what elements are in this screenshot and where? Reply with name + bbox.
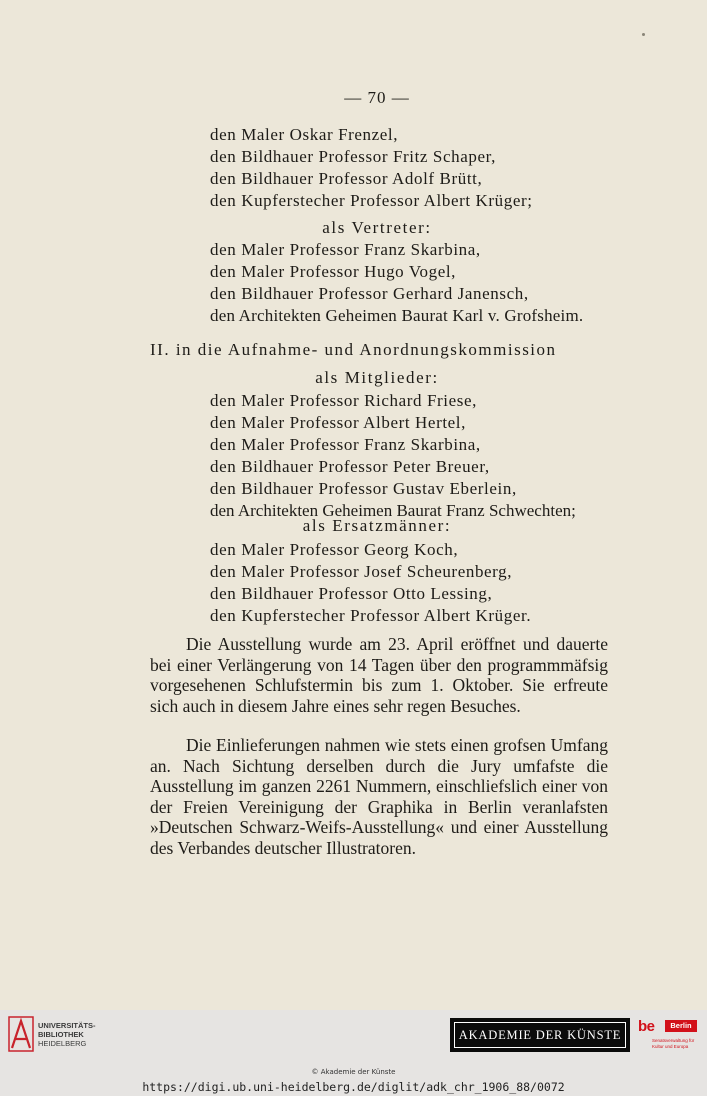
university-library-label[interactable] <box>38 1021 96 1048</box>
heading-ersatz: als Ersatzmänner: <box>302 516 452 535</box>
uni-line-1: UNIVERSITÄTS- <box>38 1021 96 1030</box>
akademie-logo-text: AKADEMIE DER KÜNSTE <box>454 1022 626 1048</box>
list-item: den Bildhauer Professor Gerhard Janensch, <box>210 284 529 303</box>
list-item: den Maler Oskar Frenzel, <box>210 125 399 144</box>
paper-speck <box>642 33 645 36</box>
page-number: — 70 — <box>344 88 410 107</box>
list-item: den Maler Professor Richard Friese, <box>210 391 477 410</box>
list-item: den Bildhauer Professor Peter Breuer, <box>210 457 490 476</box>
list-item: den Maler Professor Franz Skarbina, <box>210 435 481 454</box>
heading-vertreter: als Vertreter: <box>322 218 432 237</box>
list-item: den Architekten Geheimen Baurat Franz Schwechten; <box>210 501 576 520</box>
akademie-logo[interactable] <box>450 1018 630 1052</box>
berlin-be-mark: be <box>638 1018 655 1035</box>
list-item: den Maler Professor Josef Scheurenberg, <box>210 562 513 581</box>
paragraph-text: Die Ausstellung wurde am 23. April eröffnet und dauerte bei einer Verlängerung von 14 Tagen über den programmmäfsig vorgesehenen Schlufstermin bis zum 1. Oktober. Sie erfreute sich auch in diesem Jahre eines sehr regen Besuches. <box>150 634 608 716</box>
university-logo-icon[interactable] <box>8 1016 34 1052</box>
heading-mitglieder: als Mitglieder: <box>315 368 439 387</box>
list-item: den Kupferstecher Professor Albert Krüger. <box>210 606 532 625</box>
list-item: den Maler Professor Georg Koch, <box>210 540 459 559</box>
list-item: den Kupferstecher Professor Albert Krüger; <box>210 191 533 210</box>
list-item: den Bildhauer Professor Otto Lessing, <box>210 584 493 603</box>
uni-line-3: HEIDELBERG <box>38 1039 87 1048</box>
list-item: den Maler Professor Franz Skarbina, <box>210 240 481 259</box>
paragraph <box>150 634 608 716</box>
berlin-senate-logo[interactable] <box>638 1018 700 1054</box>
paragraph <box>150 735 608 858</box>
list-item: den Architekten Geheimen Baurat Karl v. Grofsheim. <box>210 306 584 325</box>
uni-line-2: BIBLIOTHEK <box>38 1030 84 1039</box>
paragraph-text: Die Einlieferungen nahmen wie stets einen grofsen Umfang an. Nach Sichtung derselben durch die Jury umfafste die Ausstellung im ganzen 2261 Nummern, einschliefslich einer von der Freien Vereinigung der Graphika in Berlin veranlafsten »Deutschen Schwarz-Weifs-Ausstellung« und einer Ausstellung des Verbandes deutscher Illustratoren. <box>150 735 608 858</box>
copyright-notice: © Akademie der Künste <box>311 1068 396 1076</box>
permalink-url[interactable]: https://digi.ub.uni-heidelberg.de/diglit/adk_chr_1906_88/0072 <box>142 1080 565 1094</box>
list-item: den Maler Professor Albert Hertel, <box>210 413 466 432</box>
berlin-subtitle: Senatsverwaltung für Kultur und Europa <box>652 1038 695 1049</box>
list-item: den Maler Professor Hugo Vogel, <box>210 262 457 281</box>
list-item: den Bildhauer Professor Gustav Eberlein, <box>210 479 517 498</box>
list-item: den Bildhauer Professor Fritz Schaper, <box>210 147 497 166</box>
list-item: den Bildhauer Professor Adolf Brütt, <box>210 169 483 188</box>
section-heading: II. in die Aufnahme- und Anordnungskommission <box>150 340 557 359</box>
berlin-box: Berlin <box>665 1020 697 1032</box>
